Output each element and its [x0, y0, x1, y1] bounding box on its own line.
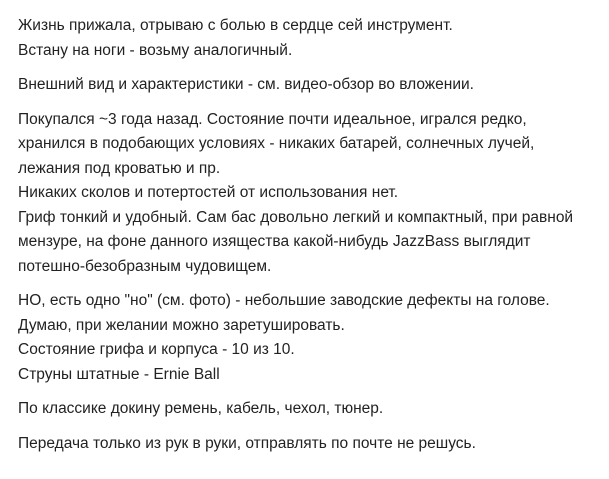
text-line: мензуре, на фоне данного изящества какой-нибудь JazzBass выглядит — [18, 233, 531, 250]
paragraph — [18, 397, 606, 422]
text-line: По классике докину ремень, кабель, чехол, тюнер. — [18, 400, 384, 417]
post-body — [18, 14, 606, 466]
paragraph — [18, 289, 606, 387]
text-line: Струны штатные - Ernie Ball — [18, 365, 220, 383]
paragraph — [18, 73, 606, 98]
text-line: Думаю, при желании можно заретушировать. — [18, 316, 345, 334]
text-line: Никаких сколов и потертостей от использования нет. — [18, 184, 399, 201]
paragraph — [18, 108, 606, 280]
text-line: Гриф тонкий и удобный. Сам бас довольно легкий и компактный, при равной — [18, 208, 574, 226]
text-line: Внешний вид и характеристики - см. видео-обзор во вложении. — [18, 76, 474, 93]
paragraph — [18, 14, 606, 63]
text-line: Покупался ~3 года назад. Состояние почти идеальное, игрался редко, — [18, 110, 527, 128]
text-line: Встану на ноги - возьму аналогичный. — [18, 41, 293, 59]
text-line: хранился в подобающих условиях - никаких батарей, солнечных лучей, — [18, 135, 535, 152]
text-line: потешно-безобразным чудовищем. — [18, 257, 272, 275]
text-line: Передача только из рук в руки, отправлять по почте не решусь. — [18, 434, 476, 452]
text-line: Жизнь прижала, отрываю с болью в сердце сей инструмент. — [18, 17, 453, 34]
paragraph — [18, 432, 606, 457]
text-line: Состояние грифа и корпуса - 10 из 10. — [18, 341, 295, 358]
text-line: НО, есть одно "но" (см. фото) - небольшие заводские дефекты на голове. — [18, 292, 550, 309]
text-line: лежания под кроватью и пр. — [18, 159, 221, 177]
